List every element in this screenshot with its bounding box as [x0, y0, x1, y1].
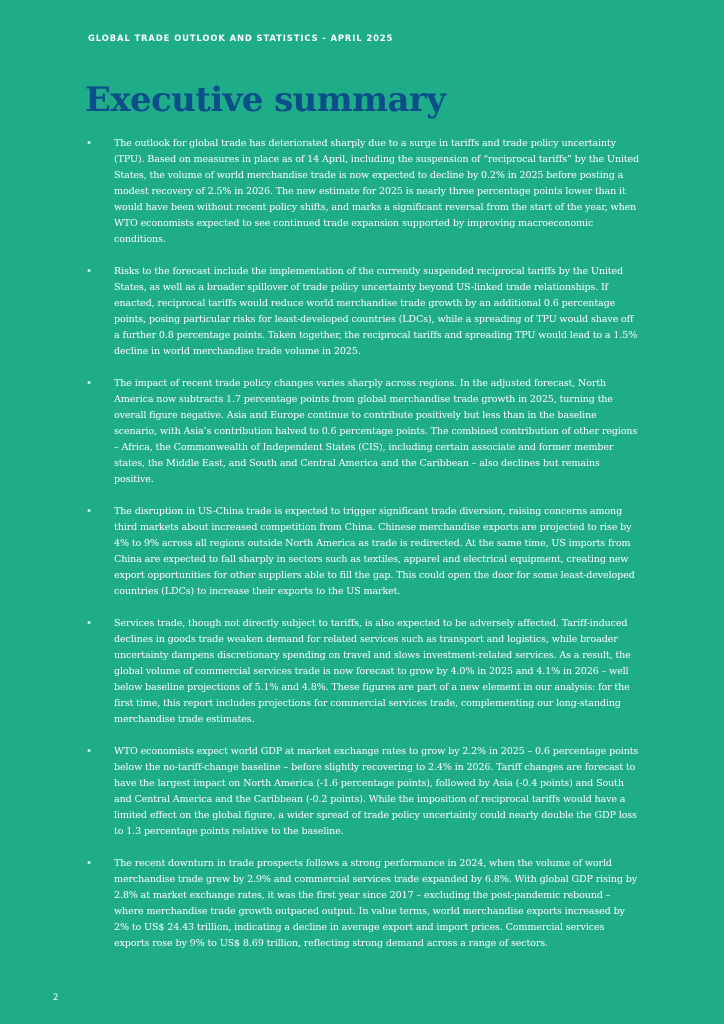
bullet-marker: •	[86, 378, 92, 389]
bullet-text: Services trade, though not directly subject to tariffs, is also expected to be adversely affected. Tariff-induced declines in goods trade weaken demand for related services such as transport and logistics, while broader uncertainty dampens discretionary spending on travel and slows investment-related services. As a result, the global volume of commercial services trade is now forecast to grow by 4.0% in 2025 and 4.1% in 2026 – well below baseline projections of 5.1% and 4.8%. These figures are part of a new element in our analysis: for the first time, this report includes projections for commercial services trade, complementing our long-standing merchandise trade estimates.	[114, 618, 631, 725]
page-title: Executive summary	[85, 80, 446, 120]
list-item	[86, 504, 641, 600]
bullet-marker: •	[86, 618, 92, 629]
running-header: GLOBAL TRADE OUTLOOK AND STATISTICS - APRIL 2025	[88, 33, 394, 43]
bullet-text: The recent downturn in trade prospects follows a strong performance in 2024, when the volume of world merchandise trade grew by 2.9% and commercial services trade expanded by 6.8%. With global GDP rising by 2.8% at market exchange rates, it was the first year since 2017 – excluding the post-pandemic rebound – where merchandise trade growth outpaced output. In value terms, world merchandise exports increased by 2% to US$ 24.43 trillion, indicating a decline in average export and import prices. Commercial services exports rose by 9% to US$ 8.69 trillion, reflecting strong demand across a range of sectors.	[114, 858, 637, 949]
page-number: 2	[53, 993, 59, 1003]
list-item	[86, 376, 641, 488]
bullet-marker: •	[86, 858, 92, 869]
bullet-text: The impact of recent trade policy changes varies sharply across regions. In the adjusted forecast, North America now subtracts 1.7 percentage points from global merchandise trade growth in 2025, turning the overall figure negative. Asia and Europe continue to contribute positively but less than in the baseline scenario, with Asia’s contribution halved to 0.6 percentage points. The combined contribution of other regions – Africa, the Commonwealth of Independent States (CIS), including certain associate and former member states, the Middle East, and South and Central America and the Caribbean – also declines but remains positive.	[114, 378, 638, 485]
bullet-text: WTO economists expect world GDP at market exchange rates to grow by 2.2% in 2025 – 0.6 percentage points below the no-tariff-change baseline – before slightly recovering to 2.4% in 2026. Tariff changes are forecast to have the largest impact on North America (-1.6 percentage points), followed by Asia (-0.4 points) and South and Central America and the Caribbean (-0.2 points). While the imposition of reciprocal tariffs would have a limited effect on the global figure, a wider spread of trade policy uncertainty could nearly double the GDP loss to 1.3 percentage points relative to the baseline.	[114, 746, 639, 837]
list-item	[86, 264, 641, 360]
bullet-marker: •	[86, 746, 92, 757]
bullet-text: Risks to the forecast include the implementation of the currently suspended reciprocal tariffs by the United States, as well as a broader spillover of trade policy uncertainty beyond US-linked trade relationships. If enacted, reciprocal tariffs would reduce world merchandise trade growth by an additional 0.6 percentage points, posing particular risks for least-developed countries (LDCs), while a spreading of TPU would shave off a further 0.8 percentage points. Taken together, the reciprocal tariffs and spreading TPU would lead to a 1.5% decline in world merchandise trade volume in 2025.	[114, 266, 638, 357]
bullet-text: The disruption in US-China trade is expected to trigger significant trade diversion, raising concerns among third markets about increased competition from China. Chinese merchandise exports are projected to rise by 4% to 9% across all regions outside North America as trade is redirected. At the same time, US imports from China are expected to fall sharply in sectors such as textiles, apparel and electrical equipment, creating new export opportunities for other suppliers able to fill the gap. This could open the door for some least-developed countries (LDCs) to increase their exports to the US market.	[114, 506, 635, 597]
executive-summary-list	[86, 136, 641, 968]
bullet-text: The outlook for global trade has deteriorated sharply due to a surge in tariffs and trade policy uncertainty (TPU). Based on measures in place as of 14 April, including the suspension of “reciprocal tariffs” by the United States, the volume of world merchandise trade is now expected to decline by 0.2% in 2025 before posting a modest recovery of 2.5% in 2026. The new estimate for 2025 is nearly three percentage points lower than it would have been without recent policy shifts, and marks a significant reversal from the start of the year, when WTO economists expected to see continued trade expansion supported by improving macroeconomic conditions.	[114, 138, 640, 245]
bullet-marker: •	[86, 138, 92, 149]
bullet-marker: •	[86, 506, 92, 517]
list-item	[86, 136, 641, 248]
list-item	[86, 616, 641, 728]
list-item	[86, 856, 641, 952]
bullet-marker: •	[86, 266, 92, 277]
list-item	[86, 744, 641, 840]
